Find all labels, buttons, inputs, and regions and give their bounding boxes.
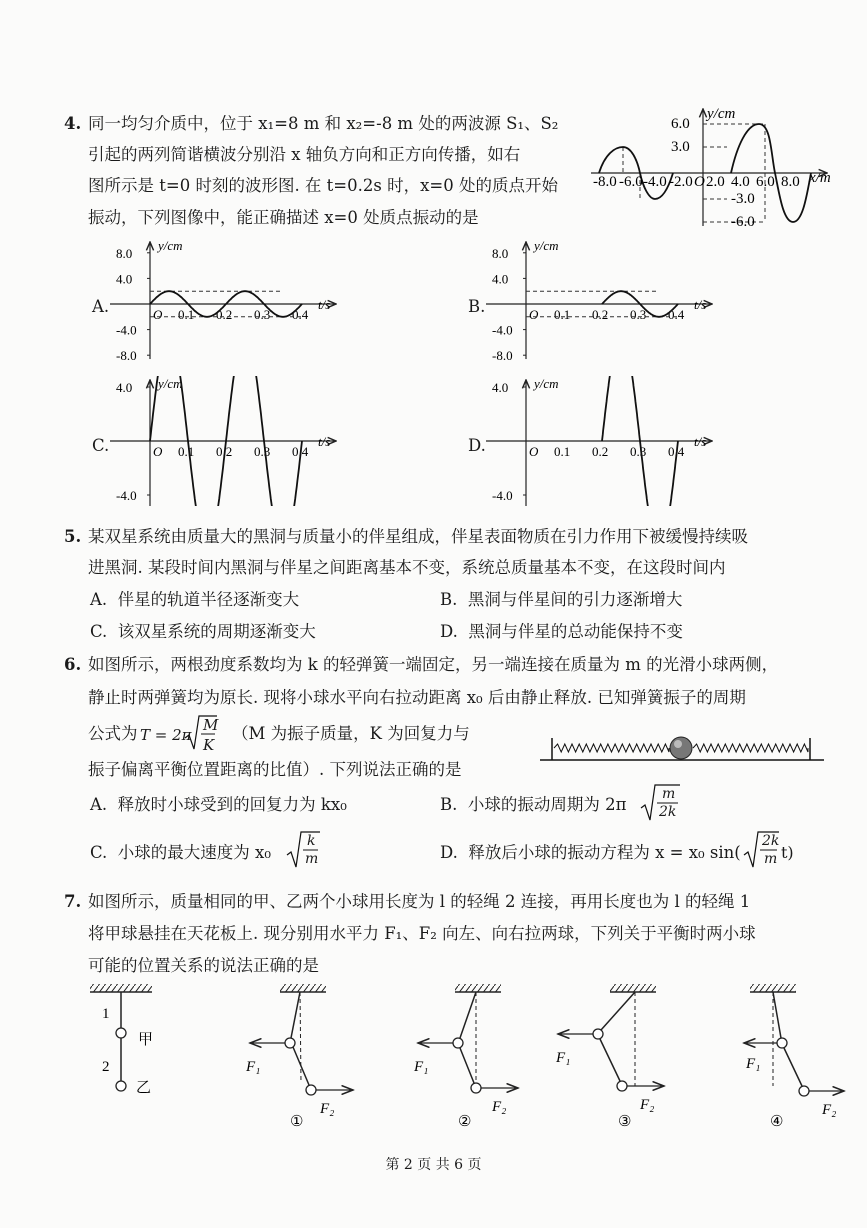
d4-f1: F₁ [746,1056,761,1072]
diagram-2-label: ② [458,1114,472,1128]
t-tick-label: 0.3 [630,444,647,459]
q4-graph-c [110,376,350,506]
q4-graph-d [486,376,726,506]
y-tick-label: 4.0 [492,271,509,287]
y-tick-label: -4.0 [492,488,513,503]
t-tick-label: 0.1 [554,444,571,459]
origin-label: O [153,307,163,322]
t-tick-label: 0.2 [592,444,609,459]
y-axis-label: y/cm [534,376,559,391]
t-axis-label: t/s [694,434,707,449]
t-tick-label: 0.1 [178,307,195,322]
wave-xtick-2: 2.0 [706,174,725,190]
origin-label: O [529,444,539,459]
q6-option-d: D. 释放后小球的振动方程为 x = x₀ sin( [440,843,741,862]
wave-xtick-m8: -8.0 [593,174,617,190]
q6-option-a: A. 释放时小球受到的回复力为 kx₀ [90,795,347,814]
t-tick-label: 0.4 [668,307,685,322]
wave-ylabel: y/cm [707,106,736,122]
diagram-4-label: ④ [770,1114,784,1128]
t-tick-label: 0.4 [292,307,309,322]
y-tick-label: 8.0 [492,245,509,261]
right-spring [693,744,808,752]
t-tick-label: 0.3 [254,444,271,459]
q7-line-3: 可能的位置关系的说法正确的是 [88,956,319,975]
d3-f1: F₁ [556,1050,571,1066]
q6-line-1: 如图所示，两根劲度系数均为 k 的轻弹簧一端固定，另一端连接在质量为 m 的光滑小球两侧， [88,655,779,674]
q4-option-b-label: B. [468,297,486,316]
origin-label: O [153,444,163,459]
diagram-1-label: ① [290,1114,304,1128]
t-tick-label: 0.1 [178,444,195,459]
rope-1-label: 1 [102,1006,110,1022]
q6-line-2: 静止时两弹簧均为原长. 现将小球水平向右拉动距离 x₀ 后由静止释放. 已知弹簧振子的周期 [88,688,746,707]
q6-spring-figure [540,726,826,766]
y-tick-label: 4.0 [492,380,509,395]
t-tick-label: 0.4 [668,444,685,459]
diagram-3-label: ③ [618,1114,632,1128]
q5-line-2: 进黑洞. 某段时间内黑洞与伴星之间距离基本不变，系统总质量基本不变，在这段时间内 [88,558,726,577]
q4-option-a-label: A. [92,297,110,316]
ball [670,737,692,759]
d4-f2: F₂ [822,1102,837,1118]
diagram-4 [744,984,844,1128]
t-tick-label: 0.2 [216,444,233,459]
q6-option-b: B. 小球的振动周期为 2π [440,795,627,814]
y-axis-label: y/cm [158,238,183,253]
q4-number: 4. [64,114,82,133]
y-tick-label: 4.0 [116,271,133,287]
t-tick-label: 0.2 [592,307,609,322]
q4-line-3: 图所示是 t=0 时刻的波形图. 在 t=0.2s 时，x=0 处的质点开始 [88,176,558,195]
q5-option-d: D. 黑洞与伴星的总动能保持不变 [440,622,683,641]
t-axis-label: t/s [318,297,331,312]
diagram-1 [245,984,353,1128]
rope-2-label: 2 [102,1059,110,1075]
y-tick-label: 4.0 [116,380,133,395]
q4-line-2: 引起的两列简谐横波分别沿 x 轴负方向和正方向传播，如右 [88,145,521,164]
wave-xtick-m6: -6.0 [619,174,643,190]
diagram-2 [413,984,518,1128]
wave-ytick-m3: -3.0 [731,191,755,207]
q5-option-c: C. 该双星系统的周期逐渐变大 [90,622,316,641]
t-tick-label: 0.3 [630,307,647,322]
t-tick-label: 0.1 [554,307,571,322]
q4-wave-graph [585,104,835,232]
y-tick-label: -8.0 [116,348,137,362]
wave-xtick-m2: -2.0 [669,174,693,190]
wave-xtick-4: 4.0 [731,174,750,190]
q6-option-c: C. 小球的最大速度为 x₀ [90,843,271,862]
q7-line-2: 将甲球悬挂在天花板上. 现分别用水平力 F₁、F₂ 向左、向右拉两球，下列关于平衡时两小球 [88,924,756,943]
q7-line-1: 如图所示，质量相同的甲、乙两个小球用长度为 l 的轻绳 2 连接，再用长度也为 l 的轻绳 1 [88,892,751,911]
q6-formula-note: （M 为振子质量，K 为回复力与 [232,724,470,743]
wave-ytick-6: 6.0 [671,116,690,132]
wave-xtick-m4: -4.0 [643,174,667,190]
t-axis-label: t/s [318,434,331,449]
q6-number: 6. [64,655,82,674]
q5-line-1: 某双星系统由质量大的黑洞与质量小的伴星组成，伴星表面物质在引力作用下被缓慢持续吸 [88,527,748,546]
t-tick-label: 0.2 [216,307,233,322]
wave-xlabel: x/m [809,170,831,186]
y-tick-label: -8.0 [492,348,513,362]
origin-label: O [529,307,539,322]
ball-yi-label: 乙 [136,1080,152,1096]
wave-ytick-m6: -6.0 [731,214,755,230]
q4-option-c-label: C. [92,436,110,455]
diagram-3 [555,984,664,1128]
y-tick-label: 8.0 [116,245,133,261]
ball-jia-label: 甲 [138,1032,154,1048]
y-tick-label: -4.0 [492,322,513,338]
d2-f2: F₂ [492,1099,507,1115]
q5-option-b: B. 黑洞与伴星间的引力逐渐增大 [440,590,683,609]
d1-f2: F₂ [320,1101,335,1117]
d3-f2: F₂ [640,1097,655,1113]
wave-xtick-8: 8.0 [781,174,800,190]
q4-line-4: 振动，下列图像中，能正确描述 x=0 处质点振动的是 [88,208,479,227]
q4-graph-a [110,238,350,362]
t-tick-label: 0.3 [254,307,271,322]
t-tick-label: 0.4 [292,444,309,459]
page-footer: 第 2 页 共 6 页 [385,1157,482,1173]
wave-ytick-3: 3.0 [671,139,690,155]
q4-option-d-label: D. [468,436,486,455]
y-tick-label: -4.0 [116,488,137,503]
q5-number: 5. [64,527,82,546]
d2-f1: F₁ [414,1059,429,1075]
q7-number: 7. [64,892,82,911]
d1-f1: F₁ [246,1059,261,1075]
q4-line-1: 同一均匀介质中，位于 x₁=8 m 和 x₂=-8 m 处的两波源 S₁、S₂ [88,114,559,133]
y-tick-label: -4.0 [116,322,137,338]
left-spring [554,744,669,752]
wave-xtick-6: 6.0 [756,174,775,190]
reference-figure [90,984,153,1096]
q6-line-4: 振子偏离平衡位置距离的比值）. 下列说法正确的是 [88,760,462,779]
q6-formula-prefix: 公式为 [88,724,138,743]
y-axis-label: y/cm [158,376,183,391]
wave-origin: O [694,174,705,190]
t-axis-label: t/s [694,297,707,312]
q4-graph-b [486,238,726,362]
y-axis-label: y/cm [534,238,559,253]
q7-figures [80,978,850,1128]
q5-option-a: A. 伴星的轨道半径逐渐变大 [90,590,300,609]
